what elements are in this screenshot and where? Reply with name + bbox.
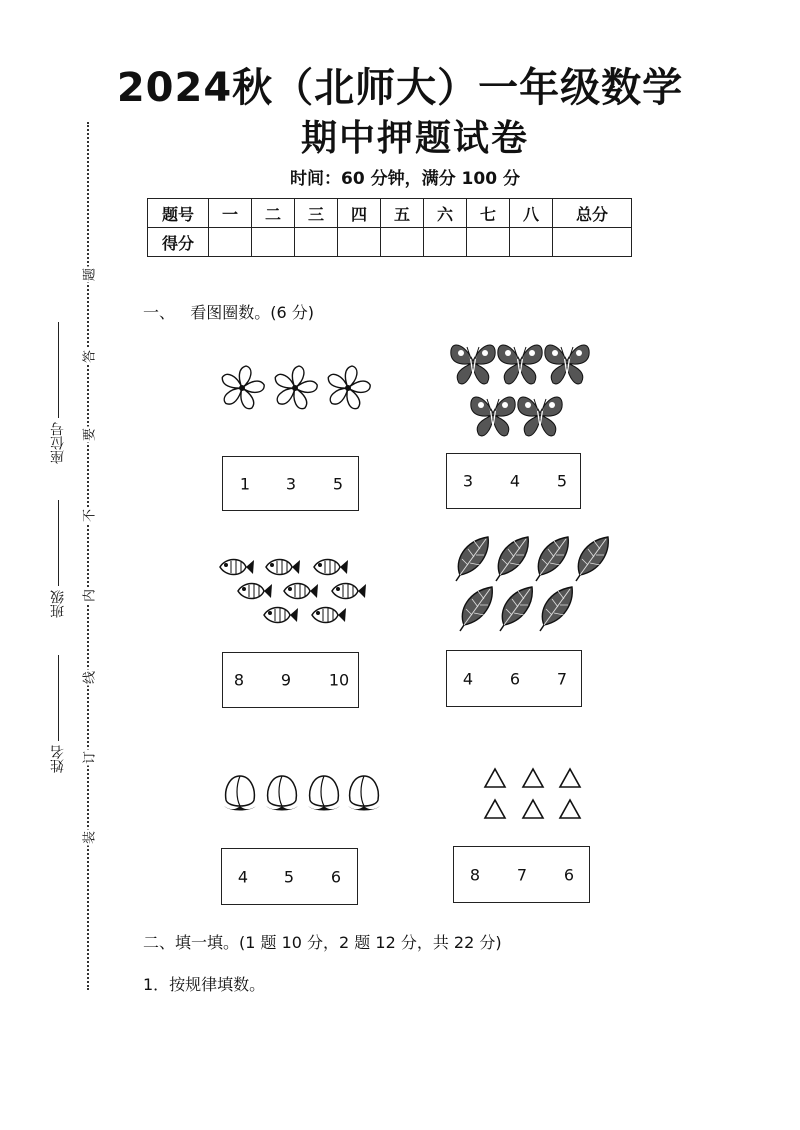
- leaves-picture: [452, 533, 617, 635]
- header-cell: 总分: [553, 199, 632, 228]
- title-line-1: 2024秋（北师大）一年级数学: [116, 65, 684, 111]
- option-number[interactable]: 4: [237, 867, 249, 886]
- butterflies-picture: [445, 335, 595, 443]
- option-number[interactable]: 8: [469, 865, 481, 884]
- binding-warning-char: 订: [79, 750, 98, 766]
- option-number[interactable]: 8: [233, 670, 245, 690]
- title-line-2: 期中押题试卷: [300, 118, 529, 159]
- class-blank[interactable]: [58, 500, 59, 586]
- option-number[interactable]: 1: [239, 474, 251, 493]
- option-number[interactable]: 5: [556, 471, 568, 491]
- score-table-score-row: [148, 228, 632, 257]
- answer-box-flowers: [222, 456, 359, 511]
- score-cell[interactable]: [510, 228, 553, 257]
- option-number[interactable]: 3: [285, 474, 297, 493]
- seat-number-label: 座位号: [50, 422, 66, 464]
- binding-warning-char: 题: [79, 267, 98, 283]
- option-number[interactable]: 5: [332, 474, 344, 493]
- score-cell[interactable]: [295, 228, 338, 257]
- option-number[interactable]: 4: [462, 669, 474, 688]
- header-cell: 三: [295, 199, 338, 228]
- option-number[interactable]: 7: [516, 865, 528, 884]
- binding-dotted-line: [87, 122, 89, 990]
- section-2-heading: 二、填一填。(1 题 10 分，2 题 12 分，共 22 分): [143, 933, 502, 952]
- option-number[interactable]: 6: [330, 867, 342, 886]
- header-cell: 六: [424, 199, 467, 228]
- option-number[interactable]: 4: [509, 471, 521, 491]
- question-1-prompt: 1．按规律填数。: [143, 975, 266, 994]
- option-number[interactable]: 9: [280, 670, 292, 690]
- header-cell: 七: [467, 199, 510, 228]
- header-cell: 一: [209, 199, 252, 228]
- binding-warning-char: 不: [79, 508, 98, 524]
- binding-margin: [0, 0, 120, 1130]
- score-cell[interactable]: [252, 228, 295, 257]
- class-label: 班级: [50, 590, 66, 618]
- binding-warning-char: 线: [79, 670, 98, 686]
- binding-warning-char: 答: [79, 349, 98, 365]
- answer-box-leaves: [446, 650, 582, 707]
- name-blank[interactable]: [58, 655, 59, 741]
- score-cell[interactable]: [467, 228, 510, 257]
- score-row-label: 得分: [148, 228, 209, 257]
- option-number[interactable]: 7: [556, 669, 568, 688]
- answer-box-triangles: [453, 846, 590, 903]
- score-cell[interactable]: [209, 228, 252, 257]
- option-number[interactable]: 6: [509, 669, 521, 688]
- score-table-header-row: [148, 199, 632, 228]
- score-cell[interactable]: [553, 228, 632, 257]
- flowers-picture: [210, 360, 380, 416]
- peaches-picture: [218, 770, 388, 820]
- answer-box-butterflies: [446, 453, 581, 509]
- option-number[interactable]: 3: [462, 471, 474, 491]
- option-number[interactable]: 10: [328, 670, 350, 690]
- header-cell: 五: [381, 199, 424, 228]
- score-cell[interactable]: [338, 228, 381, 257]
- fish-picture: [212, 553, 372, 633]
- answer-box-peaches: [221, 848, 358, 905]
- header-cell: 四: [338, 199, 381, 228]
- header-cell: 二: [252, 199, 295, 228]
- answer-box-fish: [222, 652, 359, 708]
- score-cell[interactable]: [381, 228, 424, 257]
- score-table: [147, 198, 632, 257]
- score-cell[interactable]: [424, 228, 467, 257]
- binding-warning-char: 内: [79, 588, 98, 604]
- seat-number-blank[interactable]: [58, 322, 59, 418]
- name-label: 姓名: [50, 745, 66, 773]
- header-cell: 八: [510, 199, 553, 228]
- binding-warning-char: 装: [79, 830, 98, 846]
- binding-warning-char: 要: [79, 427, 98, 443]
- option-number[interactable]: 6: [563, 865, 575, 884]
- section-1-heading: 一、 看图圈数。(6 分): [143, 303, 315, 322]
- option-number[interactable]: 5: [283, 867, 295, 886]
- triangles-picture: [478, 762, 588, 824]
- exam-time-and-score: 时间：60 分钟，满分 100 分: [290, 169, 520, 189]
- header-cell: 题号: [148, 199, 209, 228]
